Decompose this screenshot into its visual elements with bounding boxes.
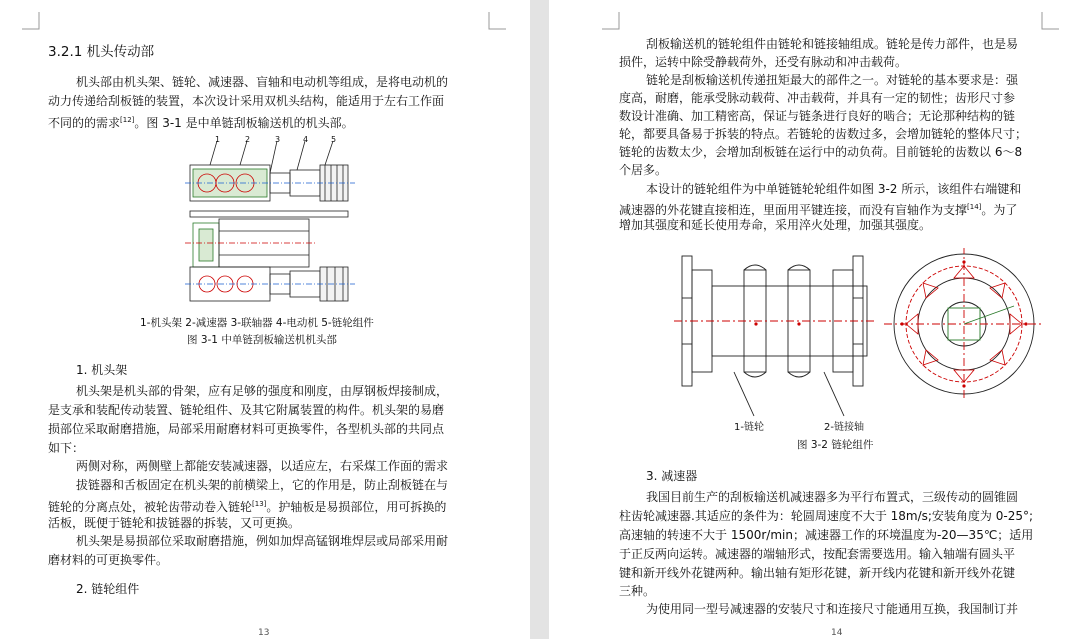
paragraph-line: 增加其强度和延长使用寿命，采用淬火处理，加强其强度。	[619, 218, 932, 232]
figure-caption: 图 3-1 中单链刮板输送机机头部	[187, 334, 337, 346]
subheading: 1. 机头架	[76, 363, 128, 377]
paragraph-line: 链轮的齿数太少，会增加刮板链在运行中的动负荷。目前链轮的齿数以 6～8	[619, 145, 1023, 159]
subheading: 2. 链轮组件	[76, 582, 140, 596]
paragraph-line: 柱齿轮减速器.其适应的条件为：轮圆周速度不大于 18m/s;安装角度为 0-25°;	[619, 509, 1034, 523]
paragraph-line: 于正反两向运转。减速器的端轴形式，按配套需要选用。输入轴端有圆头平	[619, 547, 1016, 561]
paragraph-line: 损件，运转中除受静载荷外，还受有脉动和冲击载荷。	[619, 55, 908, 69]
paragraph-line: 链轮的分离点处，被轮齿带动卷入链轮[13]。护轴板是易损部位，用可拆换的	[48, 500, 447, 514]
corner-mark	[602, 12, 620, 30]
citation: [14]	[967, 203, 982, 211]
paragraph-line: 损部位采取耐磨措施，局部采用耐磨材料可更换零件，各型机头部的共同点	[48, 422, 445, 436]
fig1-label-4: 4	[303, 135, 309, 144]
corner-mark	[488, 12, 506, 30]
paragraph-line: 机头架是机头部的骨架，应有足够的强度和刚度，由厚钢板焊接制成，	[76, 384, 449, 398]
paragraph-line: 本设计的链轮组件为中单链链轮轮组件如图 3-2 所示，该组件右端键和	[646, 182, 1022, 196]
paragraph-line: 刮板输送机的链轮组件由链轮和链接轴组成。链轮是传力部件，也是易	[646, 37, 1019, 51]
figure-3-1-machine-head-drawing	[185, 135, 355, 310]
figure-3-2-sprocket-assembly-drawing	[674, 248, 1054, 438]
paragraph-line: 三种。	[619, 584, 656, 598]
paragraph-line: 两侧对称，两侧壁上都能安装减速器，以适应左，右采煤工作面的需求	[76, 459, 449, 473]
paragraph-line: 键和新开线外花键两种。输出轴有矩形花键，新开线内花键和新开线外花键	[619, 566, 1016, 580]
section-title: 3.2.1 机头传动部	[48, 44, 155, 60]
paragraph-line: 不同的的需求[12]。图 3-1 是中单链刮板输送机的机头部。	[48, 116, 354, 130]
page-number: 13	[258, 628, 270, 638]
subheading: 3. 减速器	[646, 469, 698, 483]
paragraph-line: 我国目前生产的刮板输送机减速器多为平行布置式，三级传动的圆锥圆	[646, 490, 1019, 504]
paragraph-line: 减速器的外花键直接相连，里面用平键连接，而没有盲轴作为支撑[14]。为了	[619, 203, 1018, 217]
paragraph-line: 活板，既便于链轮和拔链器的拆装，又可更换。	[48, 516, 301, 530]
fig2-label-sprocket: 1-链轮	[734, 422, 764, 433]
paragraph-line: 如下：	[48, 441, 85, 455]
fig1-label-5: 5	[331, 135, 337, 144]
fig1-label-1: 1	[215, 135, 221, 144]
paragraph-line: 拔链器和舌板固定在机头架的前横梁上，它的作用是，防止刮板链在与	[76, 478, 449, 492]
page-number: 14	[831, 628, 843, 638]
paragraph-line: 是支承和装配传动装置、链轮组件、及其它附属装置的构件。机头架的易磨	[48, 403, 445, 417]
fig1-label-3: 3	[275, 135, 281, 144]
citation: [12]	[120, 116, 135, 124]
document-page-13	[0, 0, 530, 639]
figure-legend: 1-机头架 2-减速器 3-联轴器 4-电动机 5-链轮组件	[140, 317, 374, 329]
paragraph-line: 高速轴的转速不大于 1500r/min；减速器工作的环境温度为-20—35℃；适用	[619, 528, 1034, 542]
paragraph-line: 个居多。	[619, 163, 668, 177]
fig1-label-2: 2	[245, 135, 251, 144]
corner-mark	[1041, 12, 1059, 30]
paragraph-line: 动力传递给刮板链的装置，本次设计采用双机头结构，能适用于左右工作面	[48, 94, 445, 108]
document-page-14	[549, 0, 1075, 639]
figure-caption: 图 3-2 链轮组件	[797, 439, 874, 451]
paragraph-line: 轮，都要具备易于拆装的特点。若链轮的齿数过多，会增加链轮的整体尺寸；	[619, 127, 1028, 141]
paragraph-line: 度高，耐磨，能承受脉动载荷、冲击载荷，并具有一定的韧性；齿形尺寸参	[619, 91, 1016, 105]
paragraph-line: 机头架是易损部位采取耐磨措施，例如加焊高锰钢堆焊层或局部采用耐	[76, 534, 449, 548]
paragraph-line: 数设计准确、加工精密高，保证与链条进行良好的啮合；无论那种结构的链	[619, 109, 1016, 123]
paragraph-line: 链轮是刮板输送机传递扭矩最大的部件之一。对链轮的基本要求是：强	[646, 73, 1019, 87]
paragraph-line: 为使用同一型号减速器的安装尺寸和连接尺寸能通用互换，我国制订并	[646, 602, 1019, 616]
corner-mark	[22, 12, 40, 30]
fig2-label-shaft: 2-链接轴	[824, 422, 864, 433]
paragraph-line: 磨材料的可更换零件。	[48, 553, 169, 567]
paragraph-line: 机头部由机头架、链轮、减速器、盲轴和电动机等组成，是将电动机的	[76, 75, 449, 89]
citation: [13]	[252, 500, 267, 508]
